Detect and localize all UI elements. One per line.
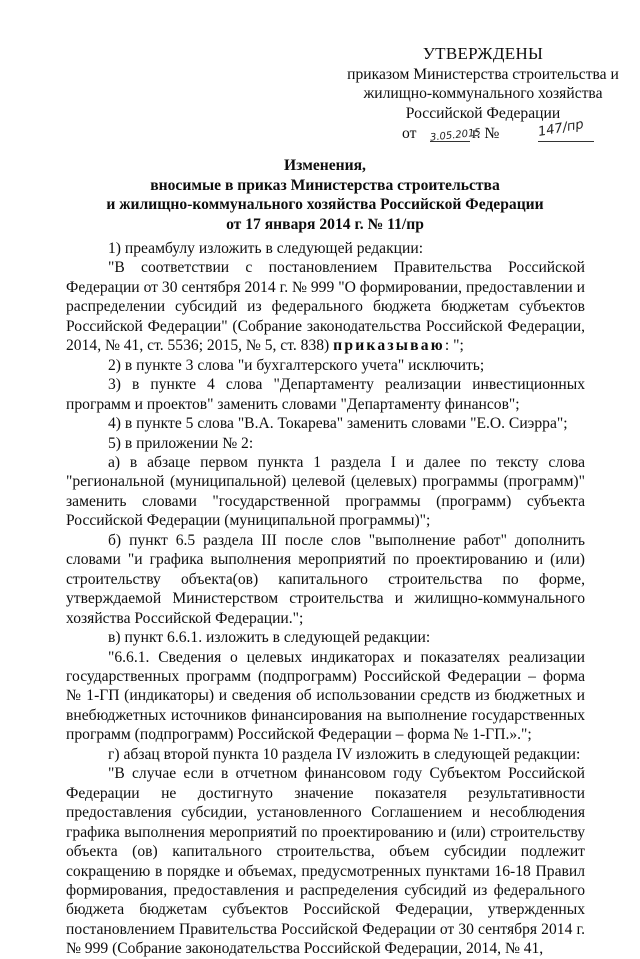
paragraph: "В случае если в отчетном финансовом году Субъектом Российской Федерации не достигнуто значение показателя результативности предоставления субсидии, установленного Соглашением и несоблюдения графика выполнения мероприятий по проектированию и (или) строительству объекта (ов) капитального строительства, объем субсидии подлежит сокращению в порядке и объемах, предусмотренных пунктами 16-18 Правил формирования, предоставления и распределения субсидий из федерального бюджета бюджетам субъектов Российской Федерации, утвержденных постановлением Правительства Российской Федерации от 30 сентября 2014 г. № 999 (Собрание законодательства Российской Федерации, 2014, № 41, — [66, 765, 585, 958]
paragraph: "6.6.1. Сведения о целевых индикаторах и показателях реализации государственных программ (подпрограмм) Российской Федерации – форма № 1-ГП (индикаторы) и сведения об использовании средств из бюджетных и внебюджетных источников финансирования на выполнение государственных программ (подпрограмм) Российской Федерации – форма № 1-ГП.»."; — [66, 648, 585, 744]
date-prefix: от — [402, 125, 417, 142]
heading-line: Изменения, — [284, 157, 366, 174]
paragraph: б) пункт 6.5 раздела III после слов "выполнение работ" дополнить словами "и графика выполнения мероприятий по проектированию и (или) строительству объекта(ов) капитального строительства по форме, утверждаемой Министерством строительства и жилищно-коммунального хозяйства Российской Федерации."; — [66, 531, 585, 627]
paragraph: 1) преамбулу изложить в следующей редакции: — [108, 240, 424, 257]
heading-line: вносимые в приказ Министерства строительства — [150, 176, 500, 194]
handwritten-date: 3.05.2015 — [429, 127, 482, 144]
approval-line: жилищно-коммунального хозяйства — [363, 85, 603, 102]
order-word: приказываю — [333, 337, 445, 355]
paragraph-text: "В соответствии с постановлением Правительства Российской Федерации от 30 сентября 2014 г. № 999 "О формировании, предоставлении и распределении субсидий из федерального бюджета бюджетам субъектов Российской Федерации" (Собрание законодательства Российской Федерации, 2014, № 41, ст. 5536; 2015, № 5, ст. 838) — [66, 259, 585, 355]
document-heading — [60, 156, 590, 234]
date-underline — [430, 141, 470, 142]
paragraph: г) абзац второй пункта 10 раздела IV изложить в следующей редакции: — [108, 745, 581, 763]
paragraph: а) в абзаце первом пункта 1 раздела I и далее по тексту слова "региональной (муниципальной) целевой (целевых) программы (программ)" заменить словами "государственной программы (программ) субъекта Российской Федерации (муниципальной программы)"; — [66, 453, 585, 530]
paragraph — [66, 258, 585, 355]
paragraph: в) пункт 6.6.1. изложить в следующей редакции: — [108, 629, 431, 647]
number-prefix: г. № — [472, 125, 500, 142]
approval-line: приказом Министерства строительства и — [347, 65, 619, 83]
heading-line: и жилищно-коммунального хозяйства Российской Федерации — [106, 196, 544, 214]
heading-line: от 17 января 2014 г. № 11/пр — [226, 215, 424, 233]
approval-line: Российской Федерации — [405, 104, 561, 122]
approval-block — [338, 44, 628, 147]
approval-title: УТВЕРЖДЕНЫ — [422, 44, 544, 63]
document-body — [66, 239, 585, 959]
paragraph: 5) в приложении № 2: — [108, 434, 254, 452]
paragraph-text: : "; — [444, 337, 464, 355]
paragraph: 3) в пункте 4 слова "Департаменту реализации инвестиционных программ и проектов" заменить словами "Департаменту финансов"; — [66, 376, 585, 413]
paragraph: 2) в пункте 3 слова "и бухгалтерского учета" исключить; — [108, 356, 485, 374]
number-underline — [538, 141, 594, 142]
handwritten-number: 147/пр — [537, 117, 585, 140]
approval-date-number — [338, 117, 628, 147]
paragraph: 4) в пункте 5 слова "В.А. Токарева" заменить словами "Е.О. Сиэрра"; — [108, 415, 568, 433]
